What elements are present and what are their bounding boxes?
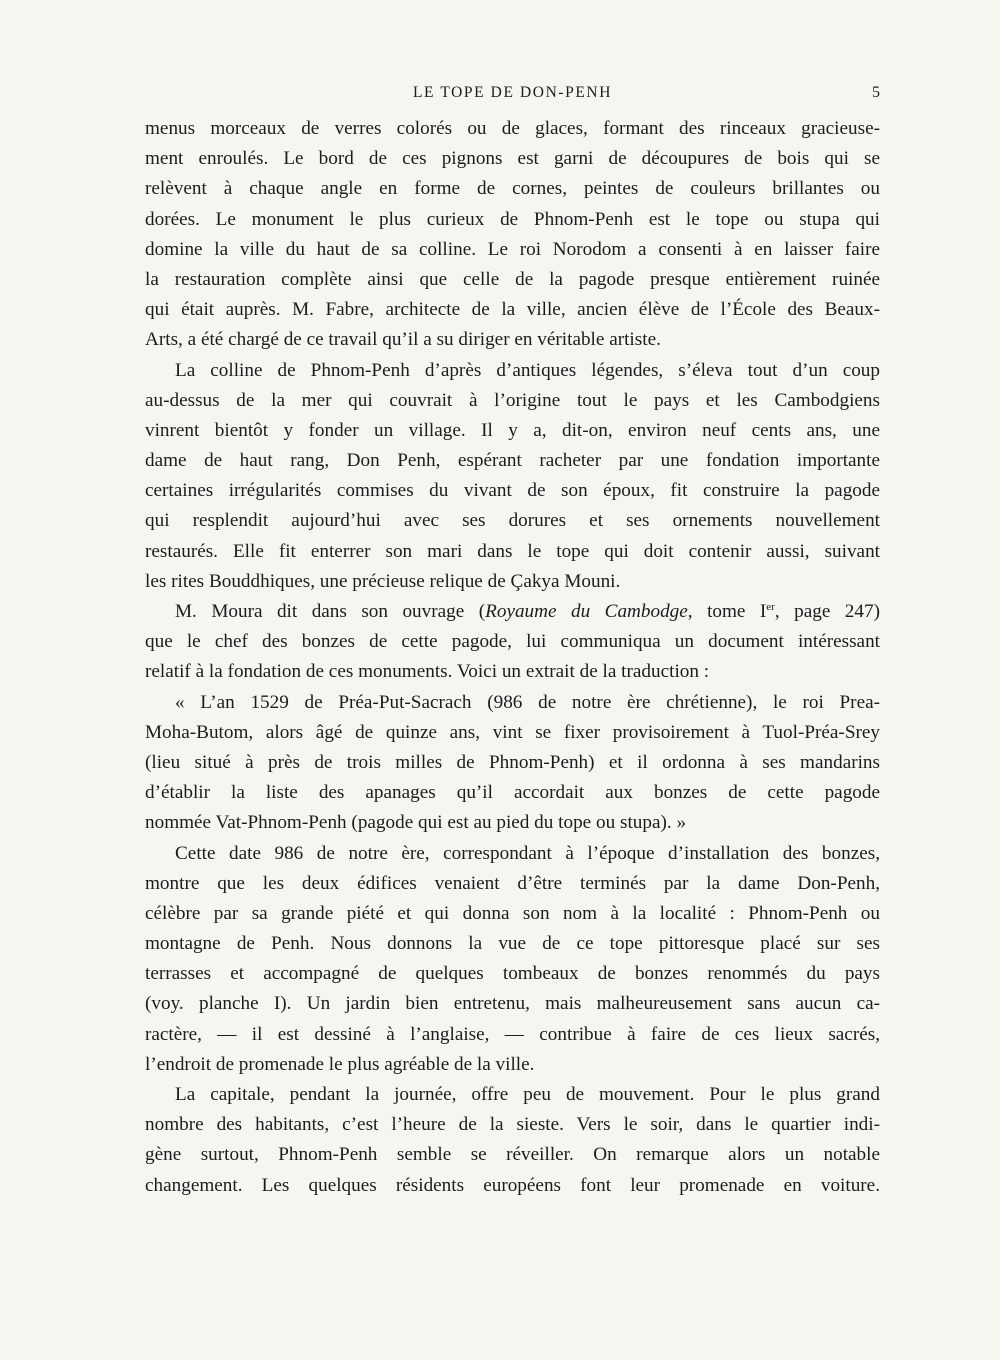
text-line: relèvent à chaque angle en forme de cornes, peintes de couleurs brillantes ou	[145, 178, 880, 200]
text-line: montre que les deux édifices venaient d’être terminés par la dame Don-Penh,	[145, 872, 880, 894]
text-line: domine la ville du haut de sa colline. Le roi Norodom a consenti à en laisser faire	[145, 238, 880, 260]
text-fragment: M. Moura dit dans son ouvrage (	[175, 601, 486, 622]
text-line: vinrent bientôt y fonder un village. Il y a, dit-on, environ neuf cents ans, une	[145, 419, 880, 441]
text-line: que le chef des bonzes de cette pagode, lui communiqua un document intéressant	[145, 631, 880, 653]
text-line: au-dessus de la mer qui couvrait à l’origine tout le pays et les Cambodgiens	[145, 389, 880, 411]
text-line: gène surtout, Phnom-Penh semble se réveiller. On remarque alors un notable	[145, 1144, 880, 1166]
book-title: Royaume du Cambodge	[485, 601, 688, 622]
superscript: er	[766, 601, 775, 613]
text-line: les rites Bouddhiques, une précieuse relique de Çakya Mouni.	[145, 570, 621, 592]
text-line: la restauration complète ainsi que celle de la pagode presque entièrement ruinée	[145, 268, 880, 290]
body-text	[145, 114, 880, 1201]
text-line: Moha-Butom, alors âgé de quinze ans, vint se fixer provisoirement à Tuol-Préa-Srey	[145, 721, 880, 743]
text-line: nombre des habitants, c’est l’heure de la sieste. Vers le soir, dans le quartier indi-	[145, 1114, 880, 1136]
text-line: (voy. planche I). Un jardin bien entretenu, mais malheureusement sans aucun ca-	[145, 993, 880, 1015]
text-line: (lieu situé à près de trois milles de Phnom-Penh) et il ordonna à ses mandarins	[145, 751, 880, 773]
paragraph-5	[145, 839, 880, 1081]
paragraph-4-quote	[145, 688, 880, 839]
text-line: restaurés. Elle fit enterrer son mari dans le tope qui doit contenir aussi, suivant	[145, 540, 880, 562]
paragraph-3	[145, 597, 880, 688]
text-line: ment enroulés. Le bord de ces pignons est garni de découpures de bois qui se	[145, 148, 880, 170]
text-line: ractère, — il est dessiné à l’anglaise, — contribue à faire de ces lieux sacrés,	[145, 1023, 880, 1045]
paragraph-2	[145, 356, 880, 598]
text-line: Cette date 986 de notre ère, correspondant à l’époque d’installation des bonzes,	[175, 842, 880, 864]
running-title: LE TOPE DE DON-PENH	[412, 84, 613, 101]
text-line: dame de haut rang, Don Penh, espérant racheter par une fondation importante	[145, 450, 880, 472]
text-line: l’endroit de promenade le plus agréable de la ville.	[145, 1053, 535, 1075]
text-line: changement. Les quelques résidents européens font leur promenade en voiture.	[145, 1174, 880, 1196]
text-line: dorées. Le monument le plus curieux de Phnom-Penh est le tope ou stupa qui	[145, 208, 880, 230]
text-line: menus morceaux de verres colorés ou de glaces, formant des rinceaux gracieuse-	[145, 118, 880, 139]
text-line: d’établir la liste des apanages qu’il accordait aux bonzes de cette pagode	[145, 782, 880, 804]
text-line: « L’an 1529 de Préa-Put-Sacrach (986 de notre ère chrétienne), le roi Prea-	[175, 691, 880, 713]
paragraph-6	[145, 1080, 880, 1201]
running-head	[145, 84, 880, 108]
text-line: nommée Vat-Phnom-Penh (pagode qui est au pied du tope ou stupa). »	[145, 812, 687, 834]
text-line: terrasses et accompagné de quelques tombeaux de bonzes renommés du pays	[145, 963, 880, 985]
text-line: montagne de Penh. Nous donnons la vue de ce tope pittoresque placé sur ses	[145, 933, 880, 955]
text-fragment: , tome I	[687, 601, 767, 622]
page-number: 5	[872, 84, 880, 101]
paragraph-1	[145, 114, 880, 356]
text-line: La capitale, pendant la journée, offre peu de mouvement. Pour le plus grand	[175, 1084, 880, 1105]
text-line: qui était auprès. M. Fabre, architecte de la ville, ancien élève de l’École des Beaux-	[145, 299, 880, 321]
text-fragment: , page 247)	[774, 601, 880, 622]
text-line: qui resplendit aujourd’hui avec ses dorures et ses ornements nouvellement	[145, 510, 880, 532]
text-line	[145, 597, 880, 627]
text-line: certaines irrégularités commises du vivant de son époux, fit construire la pagode	[145, 480, 880, 502]
text-line: Arts, a été chargé de ce travail qu’il a su diriger en véritable artiste.	[145, 329, 661, 351]
text-line: La colline de Phnom-Penh d’après d’antiques légendes, s’éleva tout d’un coup	[175, 359, 880, 381]
text-line: relatif à la fondation de ces monuments. Voici un extrait de la traduction :	[145, 661, 710, 683]
text-line: célèbre par sa grande piété et qui donna son nom à la localité : Phnom-Penh ou	[145, 902, 880, 924]
